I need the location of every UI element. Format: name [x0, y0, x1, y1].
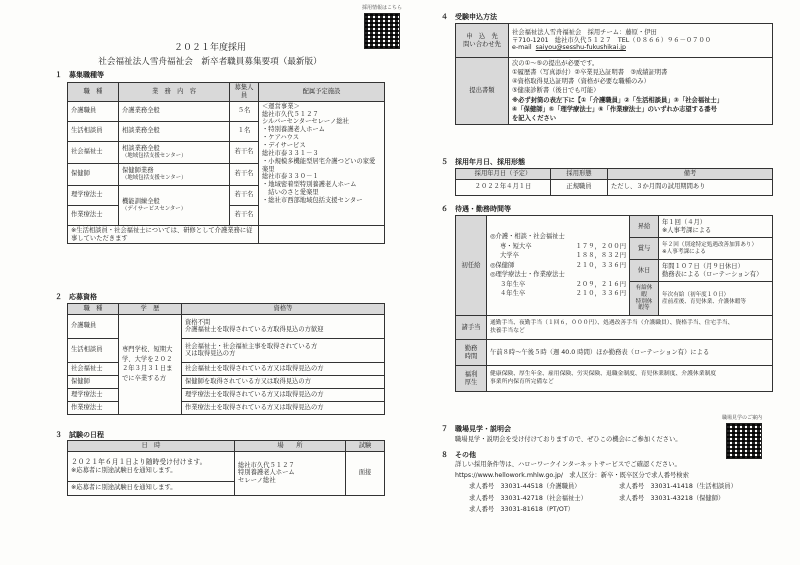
email-label: e-mail — [512, 44, 532, 52]
job-cell: 作業療法士 — [68, 401, 119, 414]
work-sub: （地域包括支援センター） — [122, 174, 187, 181]
exam-schedule-table — [67, 440, 385, 496]
count-cell: ５名 — [230, 101, 259, 121]
job-cell: 保健師 — [68, 375, 119, 388]
allowance-label-cell: 諸手当 — [456, 316, 487, 340]
contact-label-cell — [456, 24, 509, 58]
job-cell: 介護職員 — [68, 314, 119, 338]
work-sub: （地域包括支援センター） — [122, 152, 187, 159]
facility-line: ・総社市西部地域包括支援センター — [262, 197, 363, 205]
contact-line — [512, 44, 769, 52]
facility-line: 総社市久代５１２７ — [262, 110, 319, 118]
leave-label-cell — [630, 282, 659, 316]
application-table — [455, 23, 773, 125]
salary-line — [490, 251, 626, 260]
facility-line: 総社市泰３３０－１ — [262, 173, 319, 181]
count-cell: 若干名 — [230, 163, 259, 185]
section5-heading: ５ 採用年月日、採用形態 — [441, 158, 525, 166]
qual-cell — [182, 338, 385, 362]
qual-line: 資格不問 — [185, 318, 211, 326]
holiday-label-cell: 休日 — [630, 260, 659, 282]
leave-line: 年次有給（初年度１０日） — [662, 291, 730, 298]
note-cell: ※生活相談員・社会福祉士については、研修として介護業務に従事していただきます — [68, 225, 259, 244]
job-number-row — [455, 495, 785, 503]
salary-type: ３年生卒 — [500, 280, 526, 288]
docs-cell — [509, 58, 773, 125]
exam-cell: 面接 — [346, 451, 385, 495]
work-main: 保健師業務 — [122, 166, 154, 174]
allowance-line: 扶養手当など — [490, 327, 525, 334]
col-facility: 配属予定施設 — [259, 83, 385, 102]
allowance-line: 通勤手当、夜勤手当（１回６，０００円）、処遇改善手当（介護職員）、資格手当、住宅手当、 — [490, 320, 734, 327]
job-cell: 介護職員 — [68, 101, 119, 121]
count-cell: 若干名 — [230, 185, 259, 205]
salary-line — [490, 280, 626, 289]
qual-cell: 保健師を取得されている方又は取得見込の方 — [182, 375, 385, 388]
work-cell — [119, 141, 230, 163]
welfare-line: 事業所内保育所完備など — [490, 378, 554, 385]
leave-label: 有給休暇 — [635, 284, 653, 298]
allowance-cell — [487, 316, 773, 340]
salary-value: ２１０，３３６円 — [575, 290, 626, 298]
form-cell: 正規職員 — [551, 179, 608, 195]
qual-cell: 理学療法士を取得されている方又は取得見込の方 — [182, 388, 385, 401]
salary-value: ２０９，２１６円 — [575, 280, 626, 288]
qual-line: 又は取得見込の方 — [185, 350, 236, 358]
job-number-row — [455, 506, 785, 514]
welfare-line: 健康保険、厚生年金、雇用保険、労災保険、退職金制度、育児休業制度、介護休業制度 — [490, 371, 717, 378]
hire-date-cell: ２０２２年４月１日 — [456, 179, 551, 195]
bonus-line: ※人事考課による — [662, 248, 706, 255]
raise-line: 年１回（４月） — [662, 218, 707, 226]
date-text: ２０２１年６月１日より随時受け付けます。 — [71, 458, 207, 467]
holiday-cell — [659, 260, 773, 282]
email-link[interactable]: saiyou@sesshu-fukushikai.jp — [535, 44, 626, 52]
qual-cell: 社会福祉士を取得されている方又は取得見込の方 — [182, 362, 385, 375]
contact-cell — [509, 24, 773, 58]
docs-line: ④「保健師」⑤「理学療法士」⑥「作業療法士」のいずれか志望する番号 — [512, 105, 717, 113]
section2-heading: ２ 応募資格 — [55, 293, 97, 301]
section3-heading: ３ 試験の日程 — [55, 431, 104, 439]
work-cell — [119, 185, 230, 225]
job-cell: 生活相談員 — [68, 338, 119, 362]
job-cell: 社会福祉士 — [68, 362, 119, 375]
welfare-label-cell — [456, 366, 487, 392]
salary-cell — [487, 216, 630, 316]
hellowork-link[interactable]: https://www.hellowork.mhlw.go.jp/ 求人区分：新卒・既卒区分で求人番号検索 — [455, 472, 689, 480]
place-line: 総社市久代５１２７ — [238, 461, 295, 469]
col-job: 職 種 — [68, 304, 119, 315]
col-count: 募集人員 — [230, 83, 259, 102]
page-title: 社会福祉法人雪舟福祉会 新卒者職員募集要項（最新版） — [98, 57, 322, 67]
date-note: ※応募者に別途試験日を通知します。 — [71, 466, 177, 474]
leave-line: 産前産後、育児休業、介護休暇等 — [662, 298, 746, 305]
conditions-table — [455, 215, 773, 392]
empty-cell — [259, 225, 385, 244]
qual-line: 社会福祉士・社会福祉主事を取得されている方 — [185, 342, 318, 350]
place-line: 特別養護老人ホーム — [238, 469, 295, 477]
salary-value: １７９，２００円 — [575, 242, 626, 250]
work-cell: 相談業務全般 — [119, 121, 230, 141]
qualification-table — [67, 303, 385, 415]
job-number: 求人番号 33031-42718（社会福祉士） — [469, 494, 587, 502]
job-number: 求人番号 33031-81618（PT/OT） — [469, 505, 574, 513]
hours-label: 勤務 — [464, 344, 478, 352]
section8-heading: ８ その他 — [441, 451, 476, 459]
contact-line: 〒710-1201 総社市久代５１２７ TEL（０８６６）９６－０７００ — [512, 36, 712, 44]
raise-cell — [659, 216, 773, 238]
section4-heading: ４ 受験申込方法 — [441, 13, 497, 21]
welfare-label: 厚生 — [464, 378, 478, 386]
col-hire-date: 採用年月日（予定） — [456, 169, 551, 180]
salary-label-cell: 初任給 — [456, 216, 487, 316]
salary-line — [490, 289, 626, 298]
col-date: 日 時 — [68, 441, 235, 452]
welfare-cell — [487, 366, 773, 392]
salary-type: 大学卒 — [500, 252, 519, 260]
facility-line: 結いのさと愛楽里 — [262, 189, 319, 197]
hours-cell: 午前８時～午後５時（週 40.0 時間）ほか勤務表（ローテーション有）による — [487, 340, 773, 366]
contact-line: 社会福祉法人雪舟福祉会 採用チーム：藤原・伊田 — [512, 28, 657, 36]
contact-label: 申 込 先 — [466, 32, 498, 40]
hire-date-table — [455, 168, 773, 196]
qr-top-label: 採用情報はこちら — [362, 5, 403, 11]
facility-line: ・地域密着型特別養護老人ホーム — [262, 181, 357, 189]
job-cell: 生活相談員 — [68, 121, 119, 141]
leave-cell — [659, 282, 773, 316]
hours-label-cell — [456, 340, 487, 366]
qual-cell — [182, 314, 385, 338]
work-cell: 介護業務全般 — [119, 101, 230, 121]
raise-line: ※人事考課による — [662, 226, 712, 234]
col-form: 採用形態 — [551, 169, 608, 180]
leave-label: 特別休暇等 — [635, 298, 653, 312]
salary-line — [490, 232, 626, 241]
count-cell: １名 — [230, 121, 259, 141]
docs-line: ※必ず封筒の表左下に【①「介護職員」②「生活相談員」③「社会福祉士」 — [512, 96, 724, 104]
salary-type: ◎保健師 — [490, 261, 515, 269]
count-cell: 若干名 — [230, 205, 259, 225]
salary-line — [490, 261, 626, 270]
docs-line: 次の①～⑤の提出が必要です。 — [512, 60, 599, 67]
qual-cell: 作業療法士を取得されている方又は取得見込の方 — [182, 401, 385, 414]
section6-heading: ６ 待遇・勤務時間等 — [441, 205, 511, 213]
docs-line: ⑤健康診断書（後日でも可能） — [512, 87, 600, 95]
bonus-line: 年２回（別途特定処遇改善加算あり） — [662, 241, 758, 248]
other-line: 詳しい採用条件等は、ハローワークインターネットサービスでご確認ください。 — [455, 461, 681, 468]
qr-bottom-label: 職場見学のご案内 — [722, 415, 763, 421]
docs-line: ①履歴書（写真添付）②卒業見込証明書 ③成績証明書 — [512, 69, 668, 77]
job-number: 求人番号 33031-44518（介護職員） — [469, 483, 581, 491]
note-cell: ただし、３か月間の試用期間あり — [608, 179, 773, 195]
work-cell — [119, 163, 230, 185]
section1-heading: １ 募集職種等 — [55, 71, 104, 79]
salary-label: ◎介護・相談・社会福祉士 — [490, 233, 565, 241]
holiday-line: 勤務表による（ローテーション有） — [662, 270, 763, 278]
qual-line: 介護福祉士を取得されている方取得見込の方歓迎 — [185, 326, 324, 334]
work-main: 機能訓練全般 — [122, 197, 160, 205]
facility-line: ＜運営事業＞ — [262, 102, 300, 110]
salary-type: ４年生卒 — [500, 290, 526, 298]
contact-label: 問い合わせ先 — [463, 40, 501, 48]
docs-line: ④資格取得見込証明書（資格が必要な職種のみ） — [512, 78, 650, 86]
salary-label: ◎理学療法士・作業療法士 — [490, 271, 565, 279]
facility-line: ・特別養護老人ホーム — [262, 126, 325, 134]
facility-line: シルバーセンターセレーノ総社 — [262, 118, 349, 126]
place-cell — [235, 451, 346, 495]
col-note: 備考 — [608, 169, 773, 180]
salary-value: ２１０，３３６円 — [575, 261, 626, 269]
col-qual: 資格等 — [182, 304, 385, 315]
holiday-line: 年間１０７日（月９日休日） — [662, 262, 744, 270]
facility-cell — [259, 101, 385, 225]
salary-type: 専・短大卒 — [500, 242, 532, 250]
col-school: 学 歴 — [119, 304, 182, 315]
docs-line: を記入ください — [512, 114, 557, 122]
count-cell: 若干名 — [230, 141, 259, 163]
bonus-label-cell: 賞与 — [630, 238, 659, 260]
date-cell — [68, 451, 235, 481]
job-cell: 保健師 — [68, 163, 119, 185]
salary-value: １８８，８３２円 — [575, 252, 626, 260]
docs-label-cell: 提出書類 — [456, 58, 509, 125]
job-number-row — [455, 483, 785, 491]
title-year: ２０２１年度採用 — [173, 43, 246, 53]
section8-text — [455, 461, 785, 514]
date-note-cell: ※応募者に別途試験日を通知します。 — [68, 481, 235, 495]
job-number: 求人番号 33031-41418（生活相談員） — [619, 483, 737, 491]
facility-line: ・小規模多機能型居宅介護つどいの家愛楽里 — [262, 157, 376, 173]
hours-label: 時間 — [464, 352, 478, 360]
job-number: 求人番号 33031-43218（保健師） — [619, 494, 725, 502]
col-job: 職 種 — [68, 83, 119, 102]
school-cell: 専門学校、短期大学、大学を２０２２年３月３１日までに卒業する方 — [119, 314, 182, 414]
col-exam: 試験 — [346, 441, 385, 452]
section7-text: 職場見学・説明会を受け付けておりますので、ぜひこの機会にご参加ください。 — [455, 436, 682, 443]
section7-heading: ７ 職場見学・説明会 — [441, 425, 511, 433]
salary-line — [490, 242, 626, 251]
raise-label-cell: 昇給 — [630, 216, 659, 238]
facility-line: ・デイサービス — [262, 142, 306, 150]
job-cell: 理学療法士 — [68, 185, 119, 205]
recruit-table — [67, 82, 385, 244]
salary-line — [490, 270, 626, 279]
work-main: 相談業務全般 — [122, 144, 160, 152]
job-cell: 作業療法士 — [68, 205, 119, 225]
qr-code-bottom[interactable] — [726, 423, 762, 459]
welfare-label: 福利 — [464, 370, 478, 378]
place-line: セレーノ総社 — [238, 477, 276, 485]
facility-line: 総社市泰３３１－３ — [262, 149, 319, 157]
col-work: 業 務 内 容 — [119, 83, 230, 102]
work-sub: （デイサービスセンター） — [122, 205, 187, 212]
facility-line: ・ケアハウス — [262, 134, 300, 142]
col-place: 場 所 — [235, 441, 346, 452]
bonus-cell — [659, 238, 773, 260]
job-cell: 社会福祉士 — [68, 141, 119, 163]
job-cell: 理学療法士 — [68, 388, 119, 401]
